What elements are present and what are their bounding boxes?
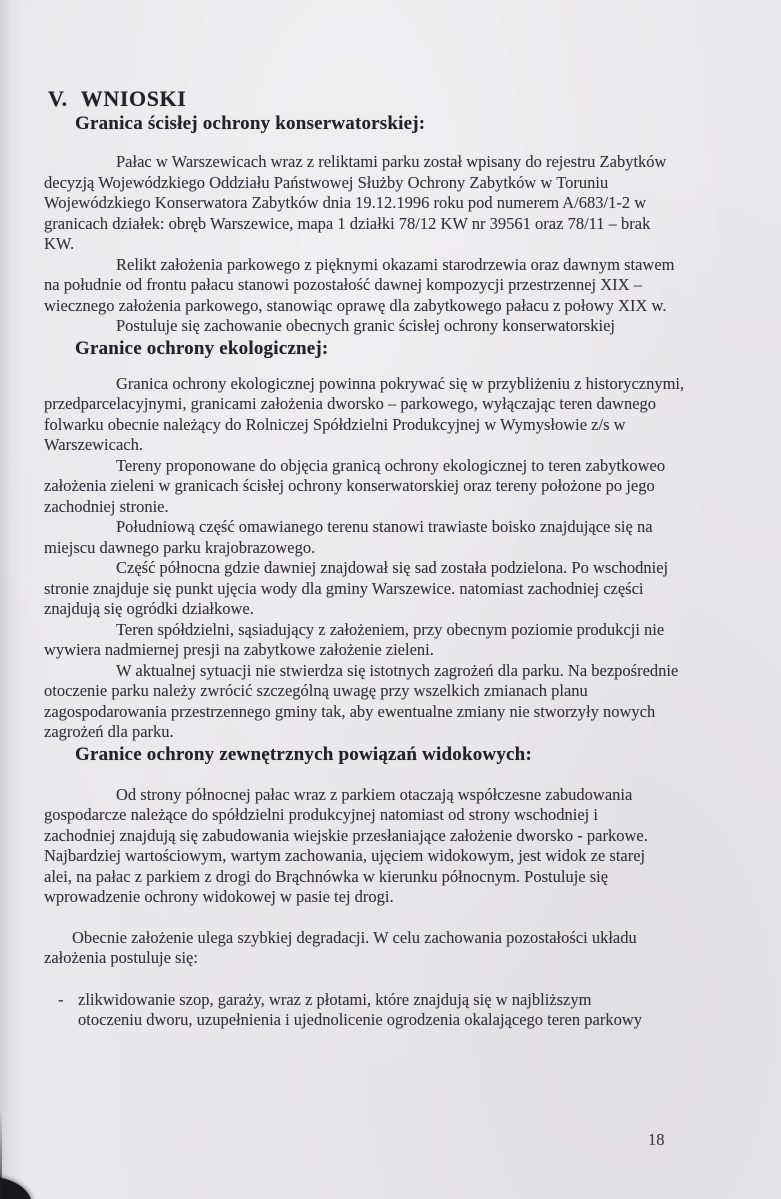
closing-paragraph (44, 928, 712, 969)
paragraph (44, 558, 712, 620)
text-line: znajdują się ogródki działkowe. (44, 599, 254, 618)
text-line: Obecnie założenie ulega szybkiej degradacji. W celu zachowania pozostałości układu (72, 927, 637, 947)
text-line: miejscu dawnego parku krajobrazowego. (44, 537, 316, 557)
text-line: W aktualnej sytuacji nie stwierdza się istotnych zagrożeń dla parku. Na bezpośrednie (116, 660, 679, 680)
text-line: zagospodarowania przestrzennego gminy tak, aby ewentualne zmiany nie stworzyły nowych (44, 701, 656, 721)
text-line: zachodniej znajdują się zabudowania wiejskie przesłaniające założenie dworsko - parkowe. (44, 825, 648, 845)
text-line: otoczeniu dworu, uzupełnienia i ujednolicenie ogrodzenia okalającego teren parkowy (78, 1010, 642, 1029)
document-title (48, 86, 712, 112)
bullet-text (78, 990, 712, 1031)
paragraph (44, 456, 712, 518)
paragraph (44, 661, 712, 743)
text-line: KW. (44, 234, 75, 253)
text-line: Pałac w Warszewicach wraz z reliktami parku został wpisany do rejestru Zabytków (116, 152, 667, 171)
text-line: wywiera nadmiernej presji na zabytkowe założenie zieleni. (44, 640, 434, 659)
text-line: na południe od frontu pałacu stanowi pozostałość dawnej kompozycji przestrzennej XIX – (44, 275, 642, 294)
paragraph (44, 374, 712, 456)
text-line: wprowadzenie ochrony widokowej w pasie tej drogi. (44, 887, 394, 906)
document-content (44, 0, 712, 1031)
text-line: założenia zieleni w granicach ścisłej ochrony konserwatorskiej oraz tereny położone po jego (44, 476, 655, 495)
text-line: Warszewicach. (44, 435, 143, 454)
paragraph (44, 785, 712, 908)
paragraph (44, 620, 712, 661)
text-line: otoczenie parku należy zwrócić szczególną uwagę przy wszelkich zmianach planu (44, 681, 588, 700)
text-line: alei, na pałac z parkiem z drogi do Brąchnówka w kierunku północnym. Postuluje się (44, 866, 609, 886)
text-line: granicach działek: obręb Warszewice, mapa 1 działki 78/12 KW nr 39561 oraz 78/11 – brak (44, 213, 651, 233)
text-line: folwarku obecnie należący do Rolniczej Spółdzielni Produkcyjnej w Wymysłowie z/s w (44, 414, 626, 434)
chapter-title-text: WNIOSKI (80, 86, 187, 111)
text-line: zachodniej stronie. (44, 496, 169, 516)
scan-corner-artifact (0, 1177, 32, 1199)
section-heading: Granica ścisłej ochrony konserwatorskiej: (75, 113, 426, 134)
paragraph (44, 152, 712, 255)
text-line: decyzją Wojewódzkiego Oddziału Państwowej Służby Ochrony Zabytków w Toruniu (44, 172, 609, 192)
text-line: gospodarcze należące do spółdzielni produkcyjnej natomiast od strony wschodniej i (44, 805, 598, 824)
section-body (44, 374, 712, 743)
page-number: 18 (648, 1130, 665, 1149)
bullet-item (44, 990, 712, 1031)
text-line: zlikwidowanie szop, garaży, wraz z płotami, które znajdują się w najbliższym (78, 989, 592, 1009)
paragraph (44, 255, 712, 317)
chapter-numeral: V. (48, 86, 68, 111)
text-line: Część północna gdzie dawniej znajdował się sad została podzielona. Po wschodniej (116, 558, 669, 577)
text-line: Postuluje się zachowanie obecnych granic ścisłej ochrony konserwatorskiej (116, 316, 615, 335)
text-line: Południową część omawianego terenu stanowi trawiaste boisko znajdujące się na (116, 517, 653, 536)
scan-edge-shadow (0, 1109, 2, 1199)
text-line: Wojewódzkiego Konserwatora Zabytków dnia 19.12.1996 roku pod numerem A/683/1-2 w (44, 193, 647, 212)
text-line: Od strony północnej pałac wraz z parkiem otaczają współczesne zabudowania (116, 784, 633, 804)
text-line: stronie znajduje się punkt ujęcia wody dla gminy Warszewice. natomiast zachodniej części (44, 578, 644, 598)
bullet-dash-marker: - (58, 989, 64, 1009)
text-line: założenia postuluje się: (44, 948, 198, 967)
text-line: Tereny proponowane do objęcia granicą ochrony ekologicznej to teren zabytkoweo (116, 455, 666, 475)
text-line: Najbardziej wartościowym, wartym zachowania, ujęciem widokowym, jest widok ze starej (44, 846, 646, 865)
paragraph (44, 517, 712, 558)
section-body (44, 152, 712, 337)
section-heading: Granice ochrony zewnętrznych powiązań widokowych: (75, 743, 532, 765)
text-line: Granica ochrony ekologicznej powinna pokrywać się w przybliżeniu z historycznymi, (116, 373, 685, 393)
text-line: Relikt założenia parkowego z pięknymi okazami starodrzewia oraz dawnym stawem (116, 254, 675, 274)
paragraph (44, 316, 712, 337)
text-line: zagrożeń dla parku. (44, 722, 174, 741)
text-line: Teren spółdzielni, sąsiadujący z założeniem, przy obecnym poziomie produkcji nie (116, 619, 665, 639)
text-line: przedparcelacyjnymi, granicami założenia dworsko – parkowego, wyłączając teren dawnego (44, 394, 657, 413)
section-heading: Granice ochrony ekologicznej: (75, 337, 329, 359)
text-line: wiecznego założenia parkowego, stanowiąc oprawę dla zabytkowego pałacu z połowy XIX w. (44, 295, 667, 315)
section-body (44, 785, 712, 908)
